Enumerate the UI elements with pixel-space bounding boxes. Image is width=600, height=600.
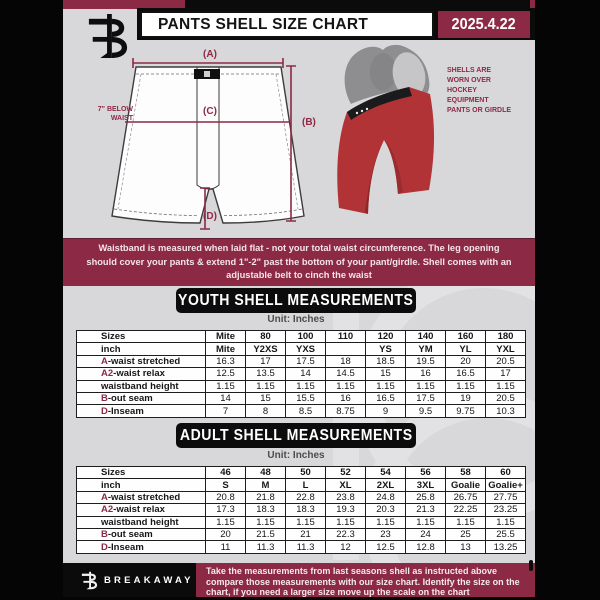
size-cell: 56 xyxy=(406,467,446,479)
size-cell: 60 xyxy=(486,467,526,479)
dim-label-d: (D) xyxy=(203,211,217,222)
size-cell: 13.5 xyxy=(246,368,286,380)
size-cell: 1.15 xyxy=(486,516,526,528)
table-row xyxy=(77,405,526,417)
row-label-prefix: A xyxy=(101,355,108,367)
size-cell: 13 xyxy=(446,541,486,553)
size-cell: 16 xyxy=(326,392,366,404)
table-row xyxy=(77,343,526,355)
size-cell: 19.3 xyxy=(326,504,366,516)
size-cell: 21.8 xyxy=(246,491,286,503)
page-title: PANTS SHELL SIZE CHART xyxy=(158,15,369,33)
banner-text: Waistband is measured when laid flat - not your total waist circumference. The leg opening should cover your pants & extend 1"-2" past the bottom of your pant/girdle. Shell comes with an adjustable belt to cinch the waist xyxy=(86,243,512,281)
size-cell: YL xyxy=(446,343,486,355)
footer-note-panel xyxy=(196,563,535,597)
size-cell: 19 xyxy=(446,392,486,404)
measurement-instructions-banner xyxy=(63,238,535,286)
size-cell: 15.5 xyxy=(286,392,326,404)
dim-label-a: (A) xyxy=(203,49,217,60)
size-cell: 1.15 xyxy=(286,380,326,392)
size-cell: 20.5 xyxy=(486,392,526,404)
table-row xyxy=(77,331,526,343)
size-cell: 1.15 xyxy=(446,516,486,528)
size-cell: 12.5 xyxy=(206,368,246,380)
size-cell: 17.5 xyxy=(406,392,446,404)
row-label: A-waist stretched xyxy=(77,355,206,367)
size-cell: 24.8 xyxy=(366,491,406,503)
size-cell: 1.15 xyxy=(406,516,446,528)
size-cell: 1.15 xyxy=(326,380,366,392)
shell-photo-caption: SHELLS ARE WORN OVER HOCKEY EQUIPMENT PANTS OR GIRDLE xyxy=(447,67,512,114)
size-cell: 9 xyxy=(366,405,406,417)
size-cell: YM xyxy=(406,343,446,355)
size-cell: 8.75 xyxy=(326,405,366,417)
size-cell: 8.5 xyxy=(286,405,326,417)
size-cell: 18.3 xyxy=(246,504,286,516)
size-cell: 20 xyxy=(206,528,246,540)
size-cell: 20.3 xyxy=(366,504,406,516)
waist-note: 7" BELOW WAIST xyxy=(97,106,133,122)
size-cell: 48 xyxy=(246,467,286,479)
size-cell: 12 xyxy=(326,541,366,553)
size-cell: 1.15 xyxy=(486,380,526,392)
youth-size-table xyxy=(76,330,526,418)
size-cell: 21.5 xyxy=(246,528,286,540)
size-cell: 22.3 xyxy=(326,528,366,540)
shorts-outline xyxy=(112,67,304,223)
size-cell: 23 xyxy=(366,528,406,540)
size-cell: 120 xyxy=(366,331,406,343)
size-cell: 12.5 xyxy=(366,541,406,553)
table-row xyxy=(77,528,526,540)
size-cell: 11.3 xyxy=(286,541,326,553)
size-cell: 23.8 xyxy=(326,491,366,503)
size-cell: 16.5 xyxy=(366,392,406,404)
size-cell: 16.3 xyxy=(206,355,246,367)
size-cell xyxy=(326,343,366,355)
row-label: inch xyxy=(77,479,206,491)
size-cell: XL xyxy=(326,479,366,491)
size-cell: YS xyxy=(366,343,406,355)
table-row xyxy=(77,368,526,380)
size-cell: 22.25 xyxy=(446,504,486,516)
size-cell: 16 xyxy=(406,368,446,380)
size-cell: 13.25 xyxy=(486,541,526,553)
size-cell: 80 xyxy=(246,331,286,343)
row-label: A2-waist relax xyxy=(77,504,206,516)
size-cell: 7 xyxy=(206,405,246,417)
size-cell: 25.5 xyxy=(486,528,526,540)
table-row xyxy=(77,479,526,491)
pants-diagram xyxy=(83,48,333,238)
size-cell: 26.75 xyxy=(446,491,486,503)
row-label-prefix: A2 xyxy=(101,504,114,516)
size-cell: 160 xyxy=(446,331,486,343)
youth-unit-label: Unit: Inches xyxy=(267,314,325,325)
adult-size-table xyxy=(76,466,526,554)
size-cell: YXS xyxy=(286,343,326,355)
table-row xyxy=(77,541,526,553)
size-cell: 54 xyxy=(366,467,406,479)
shell-shorts xyxy=(337,87,434,214)
page-title-box xyxy=(140,11,434,38)
size-cell: 14 xyxy=(286,368,326,380)
size-cell: 1.15 xyxy=(206,516,246,528)
table-row xyxy=(77,516,526,528)
size-cell: 21.3 xyxy=(406,504,446,516)
table-row xyxy=(77,467,526,479)
row-label-prefix: D xyxy=(101,541,108,553)
row-label-prefix: B xyxy=(101,393,108,405)
size-cell: 14.5 xyxy=(326,368,366,380)
size-cell: 10.3 xyxy=(486,405,526,417)
row-label-prefix: D xyxy=(101,405,108,417)
table-row xyxy=(77,380,526,392)
row-label: B-out seam xyxy=(77,528,206,540)
page-curl-mark xyxy=(529,560,533,571)
size-cell: 18.3 xyxy=(286,504,326,516)
youth-section-heading xyxy=(176,288,416,313)
size-cell: 1.15 xyxy=(206,380,246,392)
size-cell: 58 xyxy=(446,467,486,479)
dim-label-c: (C) xyxy=(203,106,217,117)
size-cell: 1.15 xyxy=(246,516,286,528)
row-label-prefix: A xyxy=(101,491,108,503)
brand-name: BREAKAWAY xyxy=(104,575,194,586)
size-cell: 1.15 xyxy=(406,380,446,392)
row-label: waistband height xyxy=(77,380,206,392)
row-label: waistband height xyxy=(77,516,206,528)
row-label: B-out seam xyxy=(77,392,206,404)
size-cell: 180 xyxy=(486,331,526,343)
youth-heading-text: YOUTH SHELL MEASUREMENTS xyxy=(178,291,414,309)
date-badge xyxy=(438,11,530,38)
size-cell: Y2XS xyxy=(246,343,286,355)
shell-photo xyxy=(335,42,447,228)
date-text: 2025.4.22 xyxy=(451,15,517,33)
size-cell: 8 xyxy=(246,405,286,417)
size-cell: 9.75 xyxy=(446,405,486,417)
size-cell: 46 xyxy=(206,467,246,479)
size-cell: M xyxy=(246,479,286,491)
size-cell: 12.8 xyxy=(406,541,446,553)
size-cell: 1.15 xyxy=(366,380,406,392)
size-cell: 3XL xyxy=(406,479,446,491)
size-cell: Mite xyxy=(206,343,246,355)
size-cell: 140 xyxy=(406,331,446,343)
footer-note: Take the measurements from last seasons shell as instructed above compare those measurements with our size chart. Identify the size on the chart, if you need a larger size move up the scale on the chart xyxy=(206,566,520,597)
size-cell: 15 xyxy=(366,368,406,380)
footer-brand-panel xyxy=(63,563,196,597)
size-cell: 14 xyxy=(206,392,246,404)
size-cell: 9.5 xyxy=(406,405,446,417)
size-cell: 18.5 xyxy=(366,355,406,367)
size-cell: 15 xyxy=(246,392,286,404)
size-cell: 23.25 xyxy=(486,504,526,516)
table-row xyxy=(77,504,526,516)
breakaway-b-logo-small-icon xyxy=(81,571,98,590)
size-cell: 2XL xyxy=(366,479,406,491)
size-cell: 16.5 xyxy=(446,368,486,380)
size-cell: 50 xyxy=(286,467,326,479)
size-cell: 20.8 xyxy=(206,491,246,503)
size-cell: 17 xyxy=(246,355,286,367)
size-cell: S xyxy=(206,479,246,491)
size-cell: 1.15 xyxy=(446,380,486,392)
table-row xyxy=(77,392,526,404)
size-cell: 17 xyxy=(486,368,526,380)
size-cell: 20 xyxy=(446,355,486,367)
size-cell: Goalie xyxy=(446,479,486,491)
adult-section-heading xyxy=(176,423,416,448)
size-cell: 24 xyxy=(406,528,446,540)
adult-unit-label: Unit: Inches xyxy=(267,450,325,461)
size-cell: 100 xyxy=(286,331,326,343)
size-cell: 17.3 xyxy=(206,504,246,516)
size-cell: 11 xyxy=(206,541,246,553)
row-label: A-waist stretched xyxy=(77,491,206,503)
size-cell: 18 xyxy=(326,355,366,367)
table-row xyxy=(77,491,526,503)
row-label: D-Inseam xyxy=(77,405,206,417)
row-label-prefix: A2 xyxy=(101,368,114,380)
size-cell: YXL xyxy=(486,343,526,355)
sheet-content xyxy=(63,0,535,597)
size-cell: 21 xyxy=(286,528,326,540)
row-label: D-Inseam xyxy=(77,541,206,553)
row-label: Sizes xyxy=(77,467,206,479)
size-cell: 20.5 xyxy=(486,355,526,367)
size-cell: 110 xyxy=(326,331,366,343)
size-cell: 25 xyxy=(446,528,486,540)
row-label-prefix: B xyxy=(101,529,108,541)
size-cell: 1.15 xyxy=(366,516,406,528)
size-cell: 1.15 xyxy=(246,380,286,392)
row-label: A2-waist relax xyxy=(77,368,206,380)
size-cell: 27.75 xyxy=(486,491,526,503)
adult-heading-text: ADULT SHELL MEASUREMENTS xyxy=(179,426,413,444)
size-cell: 52 xyxy=(326,467,366,479)
size-cell: Mite xyxy=(206,331,246,343)
size-cell: 19.5 xyxy=(406,355,446,367)
row-label: Sizes xyxy=(77,331,206,343)
row-label: inch xyxy=(77,343,206,355)
size-cell: L xyxy=(286,479,326,491)
size-cell: 1.15 xyxy=(326,516,366,528)
size-cell: 17.5 xyxy=(286,355,326,367)
size-cell: 11.3 xyxy=(246,541,286,553)
size-cell: 25.8 xyxy=(406,491,446,503)
size-cell: Goalie+ xyxy=(486,479,526,491)
size-cell: 22.8 xyxy=(286,491,326,503)
dim-label-b: (B) xyxy=(302,117,316,128)
size-cell: 1.15 xyxy=(286,516,326,528)
breakaway-b-logo-icon xyxy=(87,12,129,60)
table-row xyxy=(77,355,526,367)
